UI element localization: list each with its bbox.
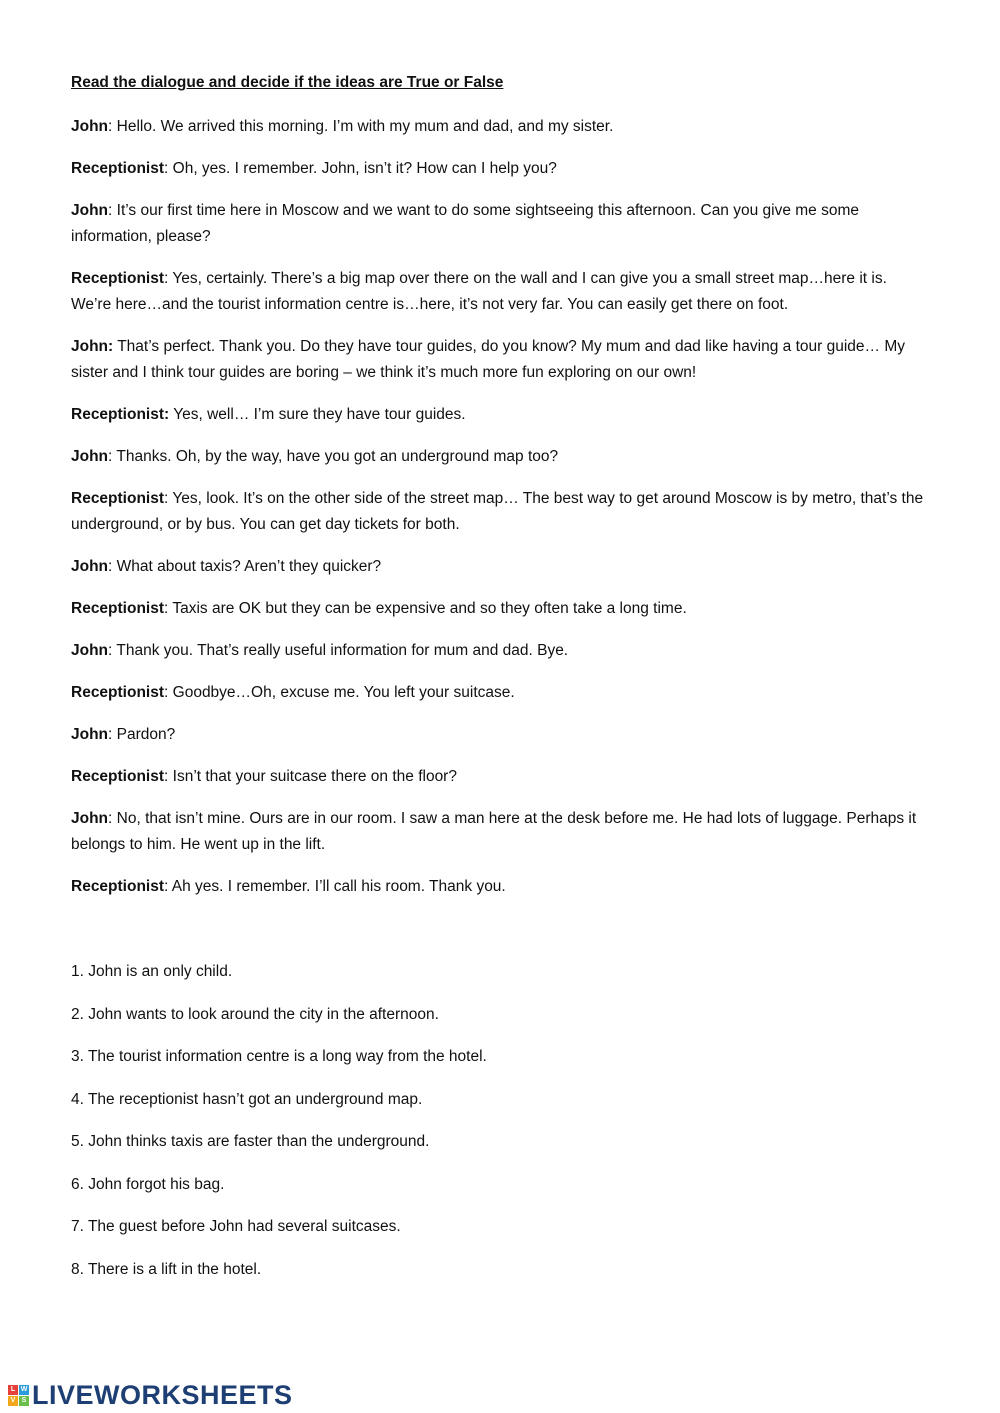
dialogue-line [71, 806, 931, 858]
dialogue-text: It’s our first time here in Moscow and we want to do some sightseeing this afternoon. Can you give me some information, please? [71, 202, 860, 245]
question-item: 7. The guest before John had several suitcases. [71, 1218, 401, 1235]
question-item: 3. The tourist information centre is a long way from the hotel. [71, 1048, 487, 1065]
speaker-separator: : [164, 768, 173, 785]
dialogue-text: Thank you. That’s really useful information for mum and dad. Bye. [116, 642, 569, 659]
speaker-separator: : [108, 558, 117, 575]
question-item: 5. John thinks taxis are faster than the underground. [71, 1133, 430, 1150]
dialogue-line [71, 114, 931, 140]
speaker-name: John: [71, 338, 114, 355]
dialogue-line [71, 874, 931, 900]
question-item: 6. John forgot his bag. [71, 1175, 225, 1193]
dialogue-line [71, 638, 931, 664]
dialogue-text: What about taxis? Aren’t they quicker? [116, 558, 382, 575]
dialogue-line [71, 156, 931, 182]
dialogue [71, 114, 931, 900]
speaker-name: John [71, 642, 109, 659]
speaker-separator: : [164, 878, 172, 895]
dialogue-text: Yes, well… I’m sure they have tour guides. [173, 406, 466, 423]
speaker-name: John [71, 118, 109, 135]
logo-square: W [20, 1385, 28, 1393]
dialogue-line [71, 198, 931, 250]
liveworksheets-logo [8, 1380, 293, 1410]
dialogue-text: No, that isn’t mine. Ours are in our room. I saw a man here at the desk before me. He had lots of luggage. Perhaps it belongs to him. He went up in the lift. [71, 810, 917, 853]
dialogue-text: Isn’t that your suitcase there on the floor? [172, 768, 457, 785]
worksheet [71, 72, 931, 1299]
logo-square: V [8, 1396, 18, 1406]
question-item: 8. There is a lift in the hotel. [71, 1260, 262, 1278]
speaker-separator: : [108, 118, 117, 135]
logo-square: L [8, 1385, 18, 1395]
speaker-name: John [71, 810, 109, 827]
worksheet-title: Read the dialogue and decide if the ideas are True or False [71, 74, 504, 91]
speaker-name: John [71, 448, 109, 465]
speaker-name: Receptionist [71, 270, 165, 287]
speaker-separator: : [108, 202, 117, 219]
speaker-name: John [71, 726, 109, 743]
speaker-name: Receptionist [71, 878, 165, 895]
speaker-separator: : [164, 160, 173, 177]
speaker-separator: : [108, 642, 117, 659]
dialogue-text: Thanks. Oh, by the way, have you got an underground map too? [116, 448, 559, 465]
speaker-name: Receptionist: [71, 406, 170, 423]
speaker-separator: : [164, 270, 173, 287]
speaker-name: Receptionist [71, 600, 165, 617]
dialogue-line [71, 722, 931, 748]
logo-mark-icon [8, 1385, 29, 1406]
speaker-name: Receptionist [71, 160, 165, 177]
dialogue-line [71, 680, 931, 706]
logo-square: S [19, 1396, 29, 1406]
dialogue-line [71, 402, 931, 428]
dialogue-line [71, 266, 931, 318]
dialogue-text: Oh, yes. I remember. John, isn’t it? How can I help you? [172, 160, 557, 177]
dialogue-text: Pardon? [116, 726, 176, 743]
question-item: 4. The receptionist hasn’t got an underground map. [71, 1090, 423, 1108]
dialogue-line [71, 486, 931, 538]
question-item: 2. John wants to look around the city in the afternoon. [71, 1005, 439, 1023]
logo-text: LIVEWORKSHEETS [32, 1380, 293, 1410]
dialogue-line [71, 596, 931, 622]
speaker-separator: : [164, 684, 173, 701]
dialogue-line [71, 764, 931, 790]
dialogue-text: Yes, look. It’s on the other side of the street map… The best way to get around Moscow is by metro, that’s the underground, or by bus. You can get day tickets for both. [71, 490, 924, 533]
speaker-name: Receptionist [71, 684, 165, 701]
speaker-separator: : [108, 448, 117, 465]
speaker-separator: : [108, 726, 117, 743]
dialogue-line [71, 444, 931, 470]
question-item: 1. John is an only child. [71, 963, 233, 980]
speaker-separator: : [164, 600, 173, 617]
dialogue-text: Goodbye…Oh, excuse me. You left your suitcase. [172, 684, 515, 701]
speaker-name: Receptionist [71, 768, 165, 785]
speaker-name: Receptionist [71, 490, 165, 507]
dialogue-text: Yes, certainly. There’s a big map over there on the wall and I can give you a small street map…here it is. We’re here…and the tourist information centre is…here, it’s not very far. You can easily get there on foot. [71, 270, 887, 313]
dialogue-text: Ah yes. I remember. I’ll call his room. Thank you. [171, 878, 506, 895]
section-gap [71, 916, 931, 959]
speaker-separator: : [108, 810, 117, 827]
dialogue-line [71, 554, 931, 580]
dialogue-text: That’s perfect. Thank you. Do they have tour guides, do you know? My mum and dad like having a tour guide… My sister and I think tour guides are boring – we think it’s much more fun exploring on our own! [71, 338, 905, 381]
dialogue-text: Hello. We arrived this morning. I’m with my mum and dad, and my sister. [116, 118, 614, 135]
speaker-separator: : [164, 490, 173, 507]
questions-list [71, 959, 931, 1283]
speaker-name: John [71, 202, 109, 219]
speaker-name: John [71, 558, 109, 575]
dialogue-text: Taxis are OK but they can be expensive and so they often take a long time. [172, 600, 687, 617]
dialogue-line [71, 334, 931, 386]
